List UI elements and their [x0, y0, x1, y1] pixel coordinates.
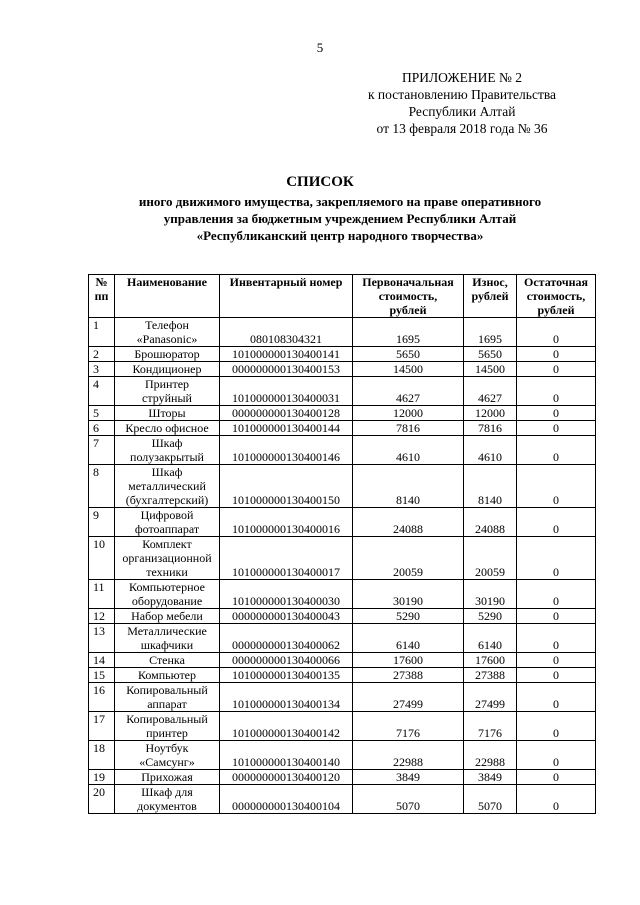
- cell-wear: 5650: [464, 347, 517, 362]
- cell-number: 13: [89, 624, 115, 653]
- cell-residual: 0: [517, 362, 596, 377]
- cell-residual: 0: [517, 683, 596, 712]
- name-line: Стенка: [149, 653, 185, 667]
- table-row: [89, 580, 596, 609]
- cell-name: [115, 436, 220, 465]
- document-subtitle: [90, 193, 590, 244]
- cell-wear: 12000: [464, 406, 517, 421]
- name-line: Комплект: [142, 537, 192, 551]
- name-line: Шторы: [148, 406, 186, 420]
- cell-number: 12: [89, 609, 115, 624]
- table-row: [89, 712, 596, 741]
- cell-wear: 8140: [464, 465, 517, 508]
- page-number: 5: [316, 40, 324, 55]
- cell-residual: 0: [517, 508, 596, 537]
- cell-inventory: 000000000130400120: [220, 770, 353, 785]
- table-row: [89, 508, 596, 537]
- table-row: [89, 377, 596, 406]
- table-row: [89, 436, 596, 465]
- cell-inventory: 101000000130400141: [220, 347, 353, 362]
- cell-name: [115, 347, 220, 362]
- cell-initial-cost: 17600: [353, 653, 464, 668]
- cell-initial-cost: 22988: [353, 741, 464, 770]
- name-line: Металлические: [127, 624, 207, 638]
- cell-residual: 0: [517, 318, 596, 347]
- header-wear: [464, 275, 517, 318]
- subtitle-line: управления за бюджетным учреждением Республики Алтай: [163, 211, 517, 226]
- cell-inventory: 101000000130400135: [220, 668, 353, 683]
- cell-initial-cost: 7816: [353, 421, 464, 436]
- header-text: пп: [94, 289, 109, 303]
- table-row: [89, 653, 596, 668]
- name-line: Шкаф: [151, 436, 183, 450]
- cell-initial-cost: 27388: [353, 668, 464, 683]
- cell-residual: 0: [517, 580, 596, 609]
- name-line: Ноутбук: [145, 741, 189, 755]
- cell-inventory: 101000000130400031: [220, 377, 353, 406]
- name-line: Цифровой: [140, 508, 194, 522]
- cell-number: 14: [89, 653, 115, 668]
- cell-initial-cost: 1695: [353, 318, 464, 347]
- cell-initial-cost: 30190: [353, 580, 464, 609]
- name-line: Кресло офисное: [125, 421, 209, 435]
- cell-number: 5: [89, 406, 115, 421]
- name-line: оборудование: [131, 594, 203, 608]
- cell-inventory: 101000000130400016: [220, 508, 353, 537]
- cell-number: 15: [89, 668, 115, 683]
- name-line: Прихожая: [141, 770, 193, 784]
- cell-number: 11: [89, 580, 115, 609]
- name-line: полузакрытый: [130, 450, 204, 464]
- cell-name: [115, 770, 220, 785]
- cell-wear: 14500: [464, 362, 517, 377]
- header-text: стоимость,: [526, 289, 586, 303]
- table-header-row: [89, 275, 596, 318]
- cell-name: [115, 580, 220, 609]
- header-text: Остаточная: [524, 275, 588, 289]
- cell-name: [115, 609, 220, 624]
- cell-inventory: 000000000130400104: [220, 785, 353, 814]
- cell-name: [115, 712, 220, 741]
- name-line: «Самсунг»: [139, 755, 195, 769]
- cell-inventory: 080108304321: [220, 318, 353, 347]
- cell-initial-cost: 4627: [353, 377, 464, 406]
- name-line: Копировальный: [126, 683, 208, 697]
- cell-wear: 24088: [464, 508, 517, 537]
- name-line: организационной: [122, 551, 212, 565]
- cell-name: [115, 785, 220, 814]
- cell-residual: 0: [517, 609, 596, 624]
- cell-number: 10: [89, 537, 115, 580]
- table-row: [89, 347, 596, 362]
- cell-inventory: 101000000130400140: [220, 741, 353, 770]
- cell-number: 6: [89, 421, 115, 436]
- cell-number: 3: [89, 362, 115, 377]
- cell-name: [115, 624, 220, 653]
- name-line: документов: [137, 799, 197, 813]
- cell-initial-cost: 12000: [353, 406, 464, 421]
- header-text: Наименование: [127, 275, 207, 289]
- cell-residual: 0: [517, 421, 596, 436]
- table-row: [89, 770, 596, 785]
- cell-number: 19: [89, 770, 115, 785]
- cell-initial-cost: 3849: [353, 770, 464, 785]
- header-text: №: [95, 275, 108, 289]
- table-row: [89, 668, 596, 683]
- cell-inventory: 101000000130400150: [220, 465, 353, 508]
- cell-residual: 0: [517, 668, 596, 683]
- cell-initial-cost: 5070: [353, 785, 464, 814]
- cell-number: 2: [89, 347, 115, 362]
- table-body: [89, 318, 596, 814]
- header-text: стоимость,: [378, 289, 438, 303]
- cell-initial-cost: 20059: [353, 537, 464, 580]
- appendix-line: от 13 февраля 2018 года № 36: [376, 121, 548, 136]
- appendix-line: Республики Алтай: [408, 104, 516, 119]
- cell-wear: 27388: [464, 668, 517, 683]
- subtitle-line: «Республиканский центр народного творчества»: [196, 228, 484, 243]
- name-line: Компьютер: [137, 668, 197, 682]
- cell-number: 1: [89, 318, 115, 347]
- cell-number: 8: [89, 465, 115, 508]
- cell-residual: 0: [517, 377, 596, 406]
- cell-name: [115, 508, 220, 537]
- cell-initial-cost: 5290: [353, 609, 464, 624]
- cell-initial-cost: 5650: [353, 347, 464, 362]
- header-text: Инвентарный номер: [229, 275, 343, 289]
- cell-inventory: 000000000130400128: [220, 406, 353, 421]
- appendix-line: к постановлению Правительства: [367, 87, 557, 102]
- table-row: [89, 465, 596, 508]
- cell-initial-cost: 8140: [353, 465, 464, 508]
- header-text: Износ,: [472, 275, 508, 289]
- name-line: шкафчики: [140, 638, 194, 652]
- cell-wear: 22988: [464, 741, 517, 770]
- cell-residual: 0: [517, 406, 596, 421]
- table-row: [89, 537, 596, 580]
- cell-name: [115, 741, 220, 770]
- table-row: [89, 741, 596, 770]
- name-line: Принтер: [144, 377, 190, 391]
- appendix-block: [332, 69, 592, 137]
- header-inventory: [220, 275, 353, 318]
- header-text: Первоначальная: [362, 275, 454, 289]
- cell-number: 16: [89, 683, 115, 712]
- cell-residual: 0: [517, 436, 596, 465]
- cell-number: 17: [89, 712, 115, 741]
- header-name: [115, 275, 220, 318]
- cell-residual: 0: [517, 785, 596, 814]
- cell-number: 9: [89, 508, 115, 537]
- cell-initial-cost: 4610: [353, 436, 464, 465]
- cell-wear: 5070: [464, 785, 517, 814]
- cell-name: [115, 318, 220, 347]
- header-residual: [517, 275, 596, 318]
- cell-wear: 6140: [464, 624, 517, 653]
- cell-inventory: 101000000130400017: [220, 537, 353, 580]
- cell-wear: 4627: [464, 377, 517, 406]
- cell-initial-cost: 6140: [353, 624, 464, 653]
- table-row: [89, 421, 596, 436]
- cell-inventory: 000000000130400062: [220, 624, 353, 653]
- cell-inventory: 101000000130400030: [220, 580, 353, 609]
- cell-inventory: 101000000130400142: [220, 712, 353, 741]
- cell-wear: 20059: [464, 537, 517, 580]
- cell-inventory: 101000000130400134: [220, 683, 353, 712]
- cell-residual: 0: [517, 465, 596, 508]
- cell-initial-cost: 27499: [353, 683, 464, 712]
- cell-number: 7: [89, 436, 115, 465]
- header-text: рублей: [537, 303, 575, 317]
- table-row: [89, 362, 596, 377]
- cell-residual: 0: [517, 770, 596, 785]
- cell-number: 4: [89, 377, 115, 406]
- header-initial-cost: [353, 275, 464, 318]
- table-row: [89, 406, 596, 421]
- name-line: Компьютерное: [129, 580, 205, 594]
- cell-name: [115, 362, 220, 377]
- cell-wear: 7176: [464, 712, 517, 741]
- cell-name: [115, 377, 220, 406]
- table-row: [89, 318, 596, 347]
- cell-initial-cost: 14500: [353, 362, 464, 377]
- cell-wear: 4610: [464, 436, 517, 465]
- name-line: Набор мебели: [131, 609, 203, 623]
- name-line: металлический: [128, 479, 206, 493]
- name-line: струйный: [142, 391, 192, 405]
- name-line: Шкаф для: [141, 785, 193, 799]
- cell-residual: 0: [517, 741, 596, 770]
- name-line: Кондиционер: [132, 362, 202, 376]
- cell-wear: 7816: [464, 421, 517, 436]
- cell-inventory: 000000000130400043: [220, 609, 353, 624]
- name-line: техники: [146, 565, 188, 579]
- name-line: аппарат: [147, 697, 187, 711]
- cell-inventory: 000000000130400066: [220, 653, 353, 668]
- cell-residual: 0: [517, 712, 596, 741]
- cell-inventory: 101000000130400144: [220, 421, 353, 436]
- name-line: Копировальный: [126, 712, 208, 726]
- header-text: рублей: [471, 289, 509, 303]
- cell-name: [115, 421, 220, 436]
- name-line: «Panasonic»: [136, 332, 198, 346]
- cell-number: 20: [89, 785, 115, 814]
- table-row: [89, 683, 596, 712]
- name-line: принтер: [146, 726, 188, 740]
- cell-wear: 17600: [464, 653, 517, 668]
- table-row: [89, 624, 596, 653]
- name-line: фотоаппарат: [134, 522, 200, 536]
- name-line: (бухгалтерский): [125, 493, 209, 507]
- subtitle-line: иного движимого имущества, закрепляемого на праве оперативного: [138, 194, 542, 209]
- cell-inventory: 000000000130400153: [220, 362, 353, 377]
- cell-name: [115, 683, 220, 712]
- cell-inventory: 101000000130400146: [220, 436, 353, 465]
- cell-wear: 3849: [464, 770, 517, 785]
- cell-initial-cost: 7176: [353, 712, 464, 741]
- header-text: рублей: [389, 303, 427, 317]
- table-row: [89, 785, 596, 814]
- document-title: СПИСОК: [286, 174, 354, 190]
- name-line: Телефон: [145, 318, 189, 332]
- cell-name: [115, 465, 220, 508]
- cell-name: [115, 537, 220, 580]
- cell-initial-cost: 24088: [353, 508, 464, 537]
- cell-wear: 1695: [464, 318, 517, 347]
- cell-number: 18: [89, 741, 115, 770]
- cell-wear: 5290: [464, 609, 517, 624]
- cell-name: [115, 406, 220, 421]
- property-table: [88, 274, 596, 814]
- table-row: [89, 609, 596, 624]
- cell-residual: 0: [517, 624, 596, 653]
- appendix-line: ПРИЛОЖЕНИЕ № 2: [401, 70, 523, 85]
- name-line: Шкаф: [151, 465, 183, 479]
- header-no: [89, 275, 115, 318]
- cell-residual: 0: [517, 653, 596, 668]
- cell-residual: 0: [517, 537, 596, 580]
- cell-residual: 0: [517, 347, 596, 362]
- cell-name: [115, 668, 220, 683]
- cell-wear: 27499: [464, 683, 517, 712]
- name-line: Брошюратор: [134, 347, 200, 361]
- cell-wear: 30190: [464, 580, 517, 609]
- cell-name: [115, 653, 220, 668]
